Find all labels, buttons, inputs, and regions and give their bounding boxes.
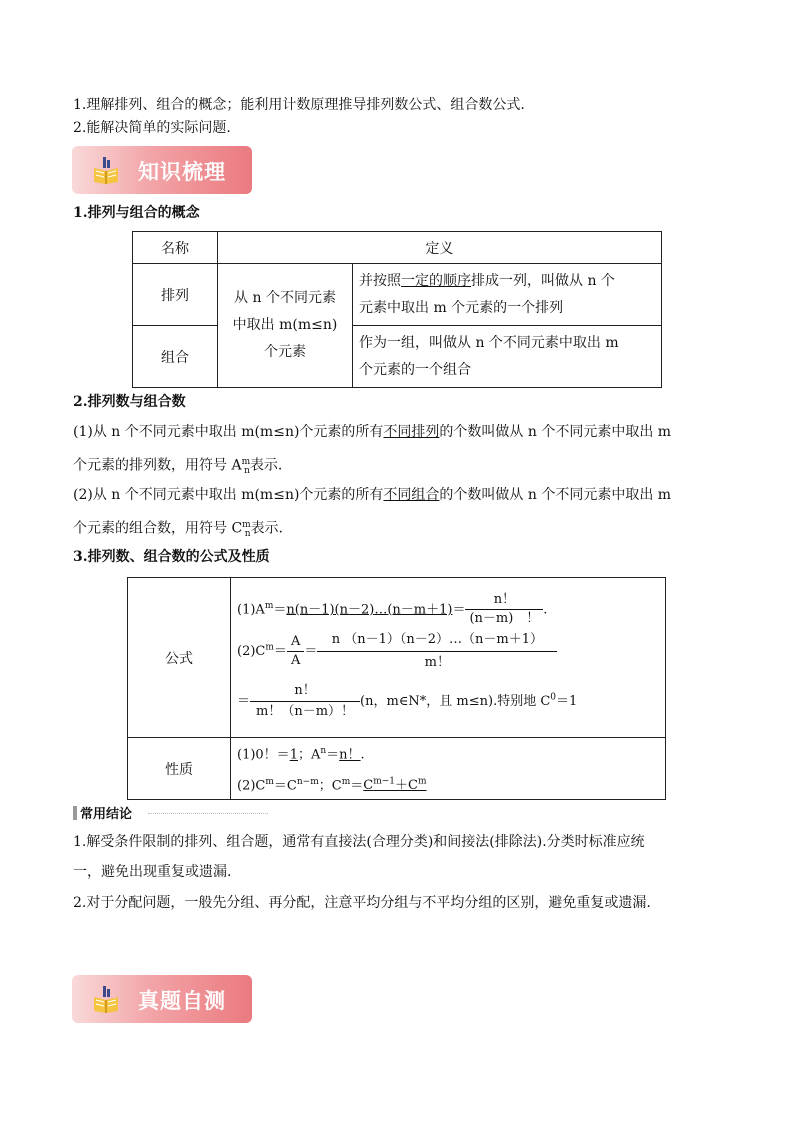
- goal-1: 1.理解排列、组合的概念；能利用计数原理推导排列数公式、组合数公式.: [73, 97, 525, 113]
- common-line-3: 2.对于分配问题，一般先分组、再分配，注意平均分组与不平均分组的区别，避免重复或遗漏.: [73, 895, 651, 911]
- common-marker: [73, 806, 77, 820]
- def-underlined: 一定的顺序: [401, 272, 471, 289]
- property-2: $(2)C^m=C^{n-m}$；$C^m=C^{m-1}+C^m$: [237, 776, 427, 793]
- property-label: 性质: [128, 738, 231, 800]
- def-text: 排成一列，叫做从 n 个: [471, 272, 615, 289]
- open-book-icon: [93, 985, 119, 1013]
- open-book-icon: [93, 156, 119, 184]
- shared-definition: [218, 264, 353, 388]
- def-text: 并按照: [359, 272, 401, 289]
- header-definition: 定义: [218, 232, 662, 264]
- shared-def-line: 个元素: [264, 344, 306, 360]
- permutation-definition: [353, 264, 662, 326]
- concept-table: [132, 231, 662, 388]
- section3-heading: 3.排列数、组合数的公式及性质: [73, 549, 270, 565]
- common-line-2: 一，避免出现重复或遗漏.: [73, 864, 232, 880]
- def-text: 作为一组，叫做从 n 个不同元素中取出 m: [359, 334, 619, 351]
- formula-3: ＝ $\frac{n!}{m!(n-m)!}$ (n，m∈N*，且 m≤n).特别地 $C^0=1$: [237, 682, 578, 719]
- section2-p2: (2)从 n 个不同元素中取出 m(m≤n)个元素的所有不同组合的个数叫做从 n 个不同元素中取出 m: [73, 487, 672, 503]
- goal-2: 2.能解决简单的实际问题.: [73, 120, 231, 136]
- formula-cell: [231, 578, 666, 738]
- property-1: (1)0！＝1；$A^n=n$！.: [237, 746, 365, 763]
- section1-heading: 1.排列与组合的概念: [73, 205, 200, 221]
- formula-2: $(2)C^m=$ $\frac{A}{A}$ ＝ $\frac{n (n-1)(n-2)\dots(n-m+1)}{m!}$: [237, 629, 665, 681]
- banner-title: 真题自测: [138, 989, 226, 1013]
- header-name: 名称: [133, 232, 218, 264]
- section2-p2-cont: 个元素的组合数，用符号 $C^m_n$表示.: [73, 520, 283, 540]
- section2-p1: (1)从 n 个不同元素中取出 m(m≤n)个元素的所有不同排列的个数叫做从 n 个不同元素中取出 m: [73, 424, 672, 440]
- property-cell: [231, 738, 666, 800]
- formula-label: 公式: [128, 578, 231, 738]
- section2-p1-cont: 个元素的排列数，用符号 $A^m_n$表示.: [73, 457, 283, 477]
- formula-1: $(1)A^m=n(n-1)(n-2)\dots(n-m+1)=$ $\frac{n!}{(n-m) !}$ .: [237, 591, 548, 626]
- combination-definition: [353, 326, 662, 388]
- shared-def-line: 从 n 个不同元素: [234, 290, 336, 306]
- common-title: 常用结论: [80, 807, 133, 822]
- def-text: 个元素的一个组合: [359, 361, 471, 378]
- common-line-1: 1.解受条件限制的排列、组合题，通常有直接法(合理分类)和间接法(排除法).分类时标准应统: [73, 834, 645, 850]
- row-permutation-label: 排列: [133, 264, 218, 326]
- section-banner-exam: [72, 975, 252, 1023]
- shared-def-line: 中取出 m(m≤n): [232, 317, 338, 333]
- banner-title: 知识梳理: [138, 160, 226, 184]
- formula-table: [127, 577, 666, 800]
- section2-heading: 2.排列数与组合数: [73, 394, 186, 410]
- row-combination-label: 组合: [133, 326, 218, 388]
- common-divider: [148, 813, 268, 814]
- section-banner-knowledge: [72, 146, 252, 194]
- def-text: 元素中取出 m 个元素的一个排列: [359, 299, 564, 316]
